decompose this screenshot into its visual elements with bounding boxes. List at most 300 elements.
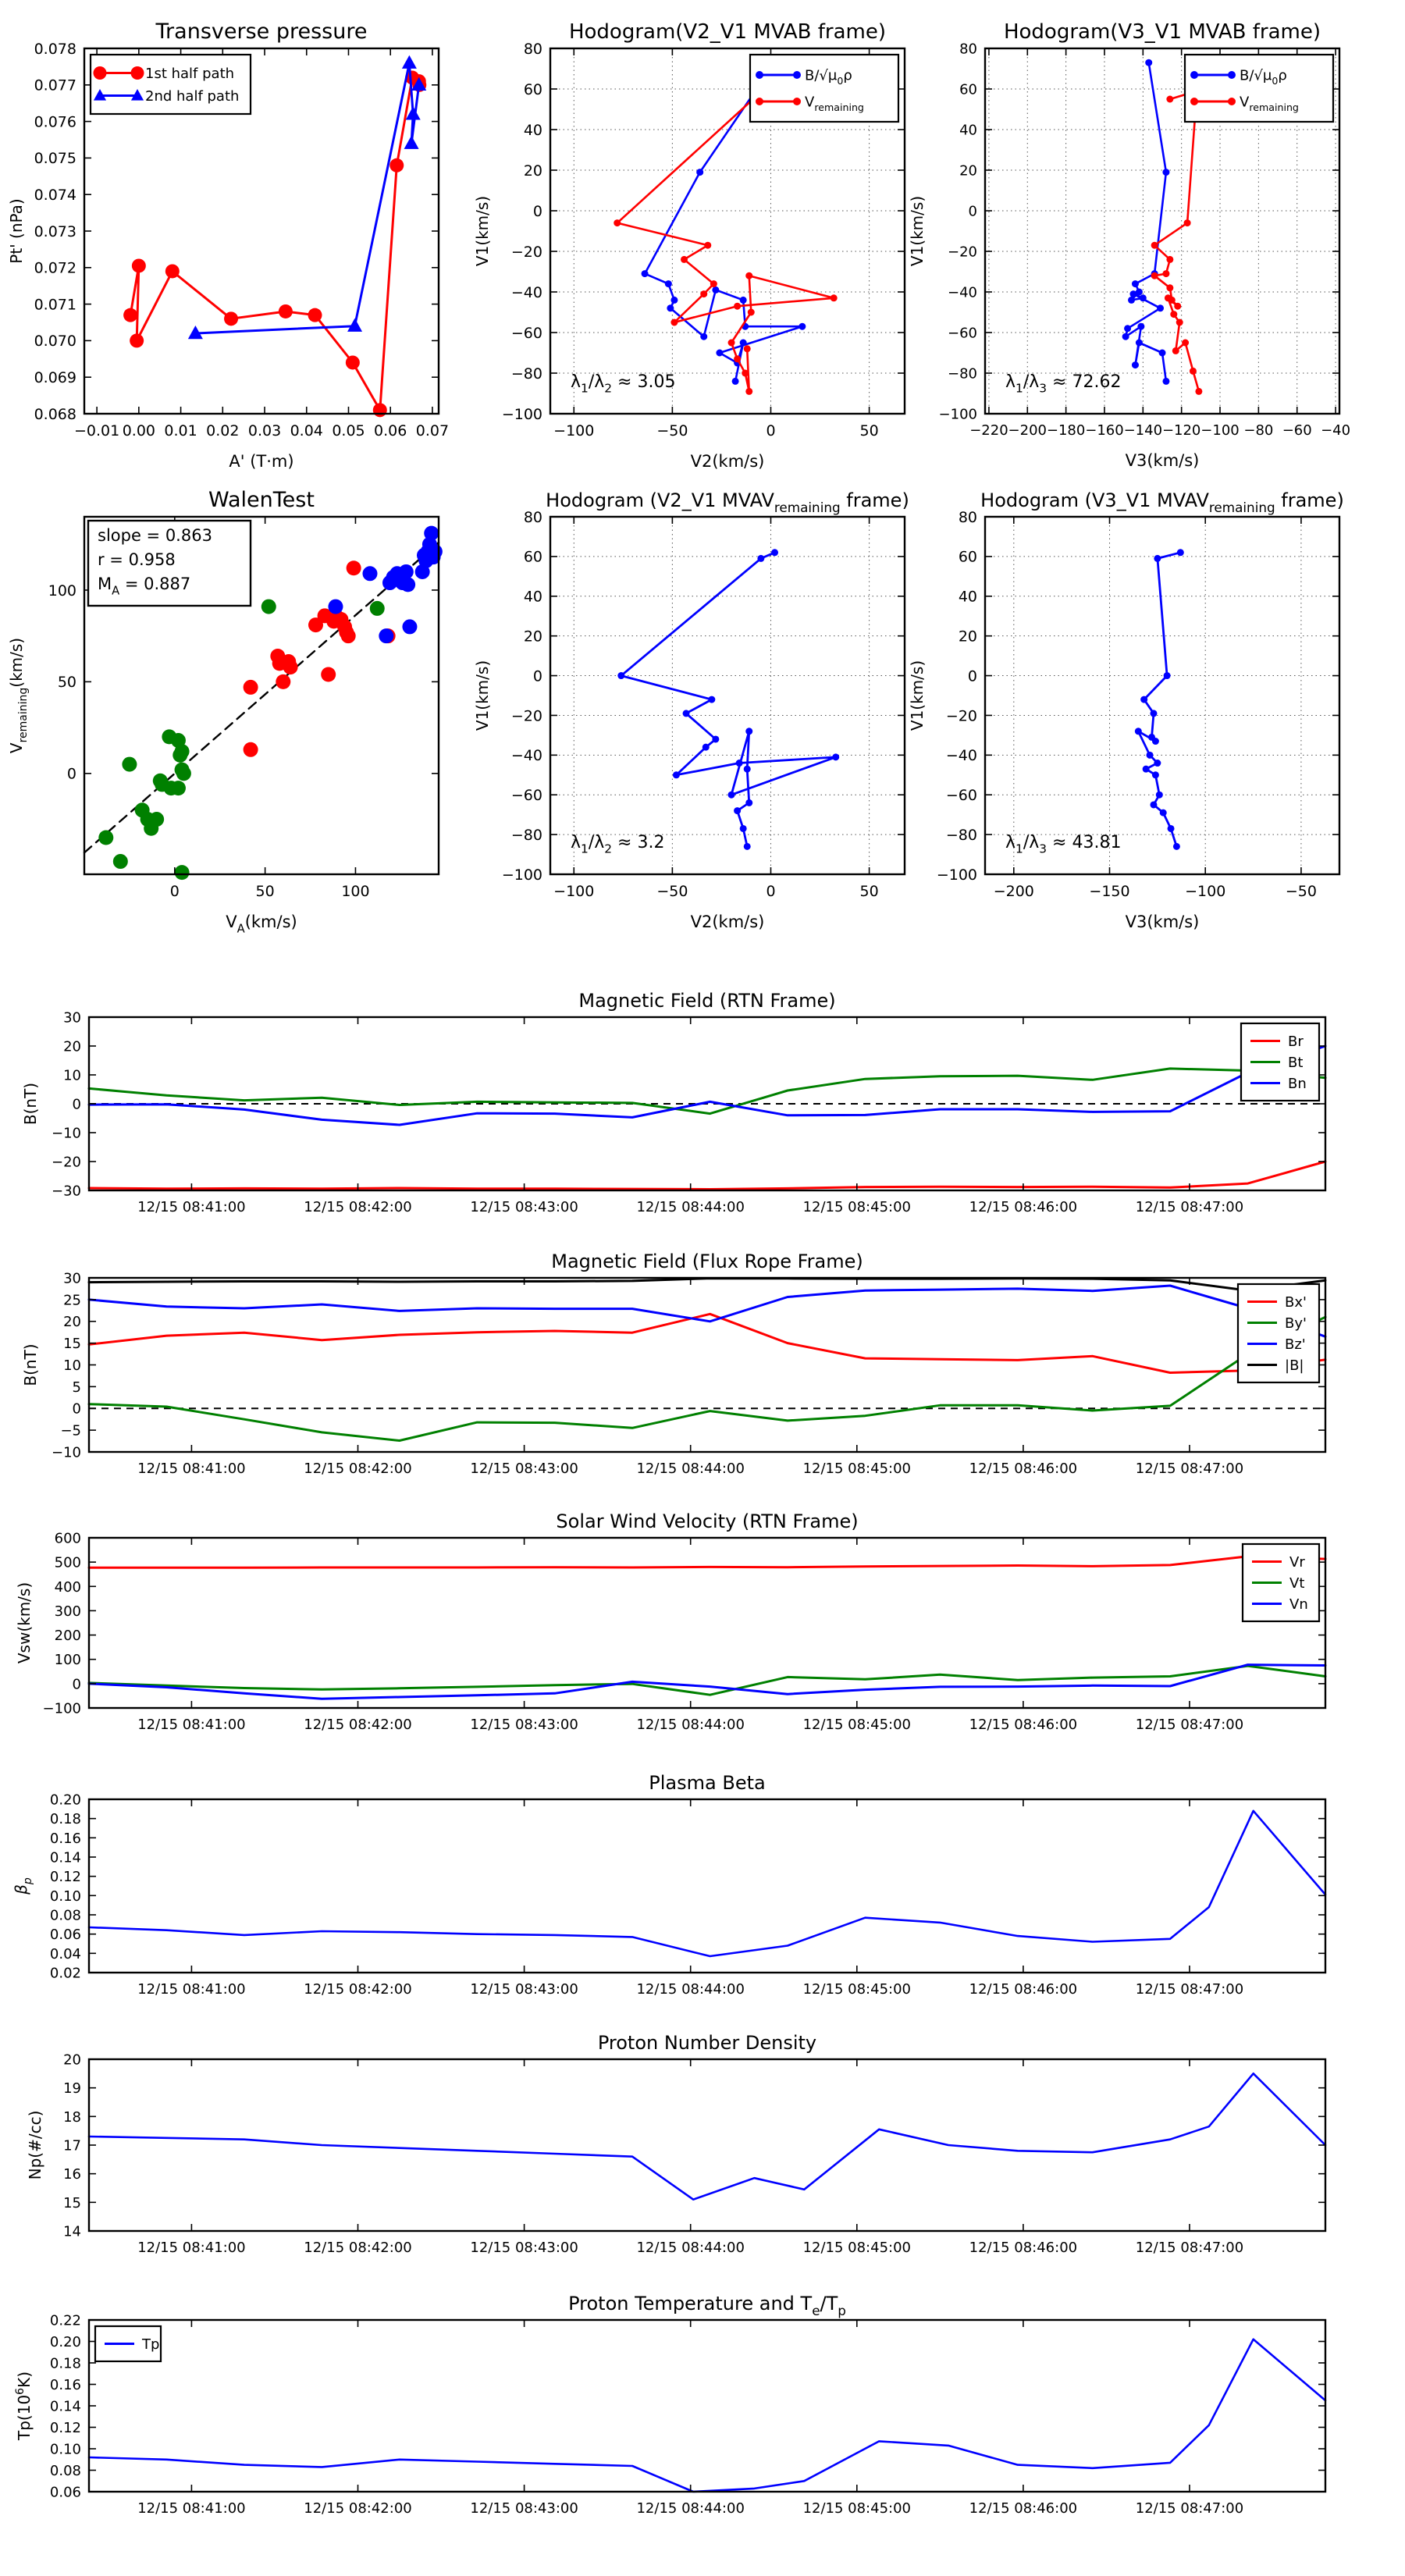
- walen-test-stats-box: [88, 521, 251, 606]
- chart-magnetic-field-rtn: [0, 952, 1405, 1249]
- legend-label: $V_{remaining}$: [805, 94, 864, 113]
- transverse-pressure-svg: [0, 0, 500, 471]
- y-tick-label: 0.22: [49, 2312, 81, 2329]
- x-tick-label: 12/15 08:45:00: [802, 2240, 912, 2256]
- y-tick-label: −20: [948, 244, 977, 261]
- proton-number-density-ylabel-group: [26, 2111, 44, 2180]
- walen-test-ylabel: $V_{remaining}(km/s)$: [7, 637, 30, 754]
- hodogram-v2v1-mvav-xlabel: V2(km/s): [690, 913, 765, 931]
- hodogram-v2v1-mvav-annotation: $\lambda_1/\lambda_2 \approx 3.2$: [571, 833, 665, 856]
- y-tick-label: −60: [510, 324, 542, 342]
- y-tick-label: −80: [945, 826, 977, 844]
- stats-line: $M_A = 0.887$: [98, 575, 191, 598]
- hodogram-v3v1-mvav-ylabel: V1(km/s): [908, 660, 927, 731]
- x-tick-label: 12/15 08:43:00: [470, 2500, 578, 2517]
- plasma-beta-ylabel: $\beta_p$: [12, 1877, 34, 1895]
- y-tick-label: −10: [52, 1125, 81, 1142]
- hodogram-v3v1-mvab-xlabel: V3(km/s): [1125, 451, 1200, 470]
- series-group: [89, 2339, 1325, 2492]
- hodogram-v2v1-mvab-annotation: $\lambda_1/\lambda_2 \approx 3.05$: [571, 372, 676, 396]
- x-tick-label: 0: [169, 883, 180, 900]
- x-tick-label: 12/15 08:41:00: [137, 1717, 246, 1733]
- y-tick-label: −40: [945, 747, 977, 765]
- legend-label: Tp: [142, 2336, 160, 2353]
- magnetic-field-rtn-ylabel-group: [21, 1083, 40, 1125]
- series-b-sqrt-mu0-rho-: [1122, 59, 1170, 385]
- walen-test-ylabel-group: [7, 638, 30, 753]
- x-tick-label: 0: [766, 422, 776, 439]
- magnetic-field-rtn-svg: [0, 952, 1405, 1249]
- series-group: [89, 1279, 1325, 1441]
- y-tick-label: 40: [523, 588, 542, 606]
- y-tick-label: −100: [501, 866, 542, 884]
- magnetic-field-flux-rope-title: Magnetic Field (Flux Rope Frame): [551, 1251, 863, 1272]
- x-tick-label: 12/15 08:44:00: [636, 2240, 745, 2256]
- y-tick-label: 0.04: [49, 1945, 81, 1962]
- y-tick-label: 20: [959, 162, 977, 180]
- y-tick-label: 500: [54, 1554, 81, 1571]
- y-tick-label: 0.10: [49, 2441, 81, 2458]
- y-tick-label: 0.14: [49, 1849, 81, 1866]
- y-tick-label: −40: [510, 747, 542, 765]
- y-tick-label: 600: [54, 1530, 81, 1547]
- y-tick-label: 5: [72, 1379, 81, 1396]
- legend-label: $B/√\mu_0\rho$: [805, 67, 852, 87]
- y-tick-label: 0.12: [49, 1869, 81, 1886]
- y-tick-label: 0: [72, 1676, 81, 1693]
- proton-temperature-legend: [95, 2326, 161, 2361]
- y-tick-label: 40: [523, 121, 542, 139]
- solar-wind-velocity-rtn-ylabel-group: [15, 1582, 34, 1663]
- y-tick-label: 80: [523, 508, 542, 526]
- y-tick-label: 0: [532, 202, 542, 220]
- x-tick-label: 12/15 08:44:00: [636, 1717, 745, 1733]
- chart-plasma-beta: [0, 1725, 1405, 2030]
- y-tick-label: 20: [63, 1038, 81, 1055]
- series-group: [89, 2073, 1325, 2199]
- y-tick-label: 0.16: [49, 1830, 81, 1847]
- proton-number-density-title: Proton Number Density: [597, 2032, 817, 2054]
- x-tick-label: −100: [553, 883, 595, 900]
- ticks: [89, 1538, 1325, 1708]
- legend-label: Bz': [1285, 1336, 1306, 1353]
- x-tick-label: 12/15 08:44:00: [636, 1199, 745, 1215]
- y-tick-label: 40: [959, 122, 977, 139]
- y-tick-label: −40: [510, 283, 542, 301]
- series-bz-: [89, 1286, 1325, 1336]
- y-tick-label: −80: [510, 826, 542, 844]
- x-tick-label: 12/15 08:47:00: [1135, 1981, 1244, 1998]
- plasma-beta-title: Plasma Beta: [649, 1772, 766, 1794]
- hodogram-v3v1-mvab-ylabel-group: [908, 196, 927, 266]
- legend-label: By': [1285, 1315, 1307, 1332]
- y-tick-label: −100: [938, 406, 977, 423]
- x-tick-label: 12/15 08:42:00: [304, 1981, 412, 1998]
- y-tick-label: 80: [523, 40, 542, 58]
- hodogram-v3v1-mvab-title: Hodogram(V3_V1 MVAB frame): [1003, 20, 1321, 44]
- x-tick-label: 12/15 08:46:00: [969, 1461, 1078, 1477]
- legend-label: 2nd half path: [145, 87, 240, 105]
- y-tick-label: 0.06: [49, 1927, 81, 1944]
- x-tick-label: 12/15 08:47:00: [1135, 2500, 1244, 2517]
- x-tick-label: 12/15 08:42:00: [304, 1199, 412, 1215]
- x-tick-label: 12/15 08:46:00: [969, 1717, 1078, 1733]
- x-tick-label: 12/15 08:47:00: [1135, 1717, 1244, 1733]
- x-tick-label: 0.01: [164, 422, 197, 439]
- y-tick-label: −20: [510, 243, 542, 261]
- hodogram-v2v1-mvab-ylabel: V1(km/s): [473, 195, 492, 267]
- x-tick-label: 12/15 08:47:00: [1135, 1199, 1244, 1215]
- x-tick-label: 12/15 08:46:00: [969, 2240, 1078, 2256]
- x-tick-label: 50: [859, 883, 879, 900]
- hodogram-v2v1-mvav-svg: [464, 468, 937, 952]
- x-tick-label: 12/15 08:41:00: [137, 1461, 246, 1477]
- y-tick-label: 60: [958, 548, 977, 566]
- y-tick-label: 0: [967, 667, 977, 685]
- proton-number-density-ylabel: Np(#/cc): [26, 2110, 44, 2180]
- chart-hodogram-v2v1-mvav: [464, 468, 937, 952]
- magnetic-field-flux-rope-ylabel-group: [21, 1343, 40, 1386]
- hodogram-v3v1-mvav-svg: [902, 468, 1405, 952]
- chart-proton-temperature: [0, 2248, 1405, 2553]
- magnetic-field-rtn-legend: [1241, 1023, 1319, 1101]
- y-tick-label: 0.070: [34, 333, 76, 350]
- hodogram-v2v1-mvab-svg: [464, 0, 937, 471]
- magnetic-field-flux-rope-legend: [1238, 1284, 1319, 1382]
- y-tick-label: 0: [72, 1096, 81, 1113]
- x-tick-label: 12/15 08:43:00: [470, 1199, 578, 1215]
- x-tick-label: 0.00: [122, 422, 156, 439]
- y-tick-label: 0.20: [49, 1791, 81, 1809]
- x-tick-label: −200: [993, 883, 1034, 900]
- chart-hodogram-v2v1-mvab: [464, 0, 937, 471]
- ticks: [89, 1278, 1325, 1452]
- transverse-pressure-legend: [91, 55, 251, 114]
- series-group: [89, 1811, 1325, 1956]
- x-tick-label: 12/15 08:43:00: [470, 1981, 578, 1998]
- y-tick-label: 0.071: [34, 296, 76, 314]
- walen-test-svg: [0, 468, 500, 952]
- legend-label: Vr: [1289, 1553, 1305, 1571]
- series-bx-: [89, 1314, 1325, 1372]
- y-tick-label: 15: [63, 1336, 81, 1353]
- chart-solar-wind-velocity-rtn: [0, 1468, 1405, 1764]
- solar-wind-velocity-rtn-title: Solar Wind Velocity (RTN Frame): [556, 1510, 859, 1532]
- x-tick-label: 12/15 08:42:00: [304, 1717, 412, 1733]
- y-tick-label: 0.12: [49, 2419, 81, 2436]
- y-tick-label: 0.14: [49, 2398, 81, 2415]
- y-tick-label: 0.068: [34, 405, 76, 423]
- series-vr: [89, 1557, 1325, 1568]
- y-tick-label: −100: [501, 405, 542, 423]
- proton-temperature-title: Proton Temperature and $T_e/T_p$: [568, 2293, 846, 2319]
- hodogram-v3v1-mvav-title: Hodogram (V3_V1 $MVAV_{remaining}$ frame): [980, 489, 1344, 516]
- y-tick-label: −20: [52, 1154, 81, 1171]
- y-tick-label: 100: [48, 582, 76, 600]
- x-tick-label: 12/15 08:44:00: [636, 2500, 745, 2517]
- series-np: [89, 2073, 1325, 2199]
- y-tick-label: −60: [510, 787, 542, 805]
- x-tick-label: −150: [1089, 883, 1130, 900]
- y-tick-label: 16: [63, 2166, 81, 2183]
- plasma-beta-ylabel-group: [12, 1877, 34, 1895]
- legend-label: Br: [1288, 1033, 1304, 1050]
- magnetic-field-flux-rope-svg: [0, 1210, 1405, 1507]
- y-tick-label: 0.06: [49, 2484, 81, 2501]
- y-tick-label: 0.069: [34, 369, 76, 387]
- x-tick-label: 12/15 08:44:00: [636, 1461, 745, 1477]
- y-tick-label: 0: [66, 765, 76, 783]
- series-tp: [89, 2339, 1325, 2492]
- transverse-pressure-ylabel: Pt' (nPa): [7, 198, 26, 264]
- y-tick-label: 20: [958, 628, 977, 646]
- x-tick-label: −50: [1285, 883, 1317, 900]
- y-tick-label: −100: [936, 866, 977, 884]
- x-tick-label: −50: [656, 422, 688, 439]
- x-tick-label: 12/15 08:47:00: [1135, 2240, 1244, 2256]
- series-v-remaining-path: [1135, 549, 1184, 850]
- chart-walen-test: [0, 468, 500, 952]
- x-tick-label: 12/15 08:41:00: [137, 2500, 246, 2517]
- y-tick-label: 300: [54, 1603, 81, 1620]
- x-tick-label: 12/15 08:44:00: [636, 1981, 745, 1998]
- y-tick-label: −5: [60, 1422, 81, 1439]
- hodogram-v2v1-mvab-xlabel: V2(km/s): [690, 452, 765, 471]
- x-tick-label: −80: [1243, 422, 1274, 439]
- x-tick-label: 0.07: [415, 422, 450, 439]
- y-tick-label: 40: [958, 588, 977, 606]
- axes-frame: [985, 517, 1339, 874]
- x-tick-label: 12/15 08:45:00: [802, 1199, 912, 1215]
- x-tick-label: −220: [969, 422, 1008, 439]
- x-tick-label: −50: [656, 883, 688, 900]
- walen-test-xlabel: $V_A(km/s)$: [226, 913, 297, 936]
- y-tick-label: −60: [948, 325, 977, 342]
- x-tick-label: −160: [1085, 422, 1124, 439]
- x-tick-label: 12/15 08:41:00: [137, 1981, 246, 1998]
- y-tick-label: 0.078: [34, 40, 76, 58]
- hodogram-v3v1-mvab-legend: [1185, 55, 1333, 122]
- hodogram-v2v1-mvab-legend: [750, 55, 898, 122]
- x-tick-label: 0: [766, 883, 776, 900]
- series-br: [89, 1162, 1325, 1190]
- hodogram-v3v1-mvab-ylabel: V1(km/s): [908, 195, 927, 267]
- y-tick-label: 25: [63, 1292, 81, 1309]
- x-tick-label: 12/15 08:43:00: [470, 1717, 578, 1733]
- y-tick-label: 15: [63, 2194, 81, 2211]
- series-vt: [89, 1666, 1325, 1695]
- y-tick-label: 0.08: [49, 2462, 81, 2479]
- x-tick-label: 12/15 08:43:00: [470, 2240, 578, 2256]
- y-tick-label: −60: [945, 787, 977, 805]
- hodogram-v2v1-mvav-title: Hodogram (V2_V1 $MVAV_{remaining}$ frame): [546, 489, 909, 516]
- y-tick-label: 0.077: [34, 76, 76, 94]
- y-tick-label: 0.02: [49, 1965, 81, 1982]
- y-tick-label: 20: [523, 162, 542, 180]
- x-tick-label: 12/15 08:46:00: [969, 1199, 1078, 1215]
- x-tick-label: 12/15 08:42:00: [304, 2240, 412, 2256]
- proton-temperature-ylabel: $Tp(10^6K)$: [14, 2371, 34, 2441]
- y-tick-label: 17: [63, 2137, 81, 2154]
- y-tick-label: 0.10: [49, 1888, 81, 1905]
- axes-frame: [550, 517, 905, 874]
- series-v-remaining: [1151, 87, 1203, 395]
- series-red-group: [244, 560, 396, 757]
- y-tick-label: −30: [52, 1183, 81, 1200]
- plasma-beta-svg: [0, 1725, 1405, 2030]
- x-tick-label: −100: [553, 422, 595, 439]
- x-tick-label: −100: [1200, 422, 1240, 439]
- ticks: [985, 517, 1339, 874]
- y-tick-label: 400: [54, 1578, 81, 1596]
- magnetic-field-rtn-ylabel: B(nT): [21, 1082, 40, 1126]
- axes-frame: [89, 1799, 1325, 1973]
- hodogram-v2v1-mvab-title: Hodogram(V2_V1 MVAB frame): [568, 20, 887, 44]
- walen-test-title: WalenTest: [208, 488, 315, 512]
- y-tick-label: 30: [63, 1009, 81, 1026]
- y-tick-label: 80: [958, 508, 977, 526]
- y-tick-label: −20: [945, 707, 977, 725]
- y-tick-label: 0.075: [34, 150, 76, 168]
- chart-magnetic-field-flux-rope: [0, 1210, 1405, 1507]
- y-tick-label: −20: [510, 707, 542, 725]
- x-tick-label: 0.02: [206, 422, 240, 439]
- y-tick-label: 50: [57, 674, 76, 692]
- x-tick-label: 0.04: [290, 422, 323, 439]
- x-tick-label: 100: [341, 883, 370, 900]
- x-tick-label: 0.03: [247, 422, 282, 439]
- hodogram-v3v1-mvav-annotation: $\lambda_1/\lambda_3 \approx 43.81$: [1005, 833, 1122, 856]
- x-tick-label: 12/15 08:43:00: [470, 1461, 578, 1477]
- hodogram-v2v1-mvav-ylabel: V1(km/s): [473, 660, 492, 731]
- y-tick-label: 200: [54, 1628, 81, 1645]
- y-tick-label: 0.076: [34, 113, 76, 131]
- series-v-remaining-path: [617, 549, 839, 850]
- hodogram-v3v1-mvav-xlabel: V3(km/s): [1125, 913, 1200, 931]
- x-tick-label: 12/15 08:45:00: [802, 1461, 912, 1477]
- x-tick-label: 12/15 08:47:00: [1135, 1461, 1244, 1477]
- axes-frame: [89, 1278, 1325, 1452]
- x-tick-label: 12/15 08:45:00: [802, 1717, 912, 1733]
- transverse-pressure-xlabel: A' (T·m): [229, 452, 294, 471]
- hodogram-v2v1-mvab-ylabel-group: [473, 196, 492, 266]
- solar-wind-velocity-rtn-svg: [0, 1468, 1405, 1764]
- hodogram-v3v1-mvab-annotation: $\lambda_1/\lambda_3 \approx 72.62$: [1005, 372, 1122, 396]
- y-tick-label: 60: [523, 548, 542, 566]
- legend-label: |B|: [1285, 1357, 1304, 1374]
- chart-hodogram-v3v1-mvab: [902, 0, 1405, 468]
- y-tick-label: −80: [510, 365, 542, 382]
- x-tick-label: 50: [255, 883, 275, 900]
- y-tick-label: 0.08: [49, 1907, 81, 1924]
- x-tick-label: −140: [1123, 422, 1163, 439]
- y-tick-label: 20: [63, 1314, 81, 1331]
- x-tick-label: 12/15 08:41:00: [137, 2240, 246, 2256]
- y-tick-label: −40: [948, 284, 977, 301]
- magnetic-field-rtn-title: Magnetic Field (RTN Frame): [578, 990, 836, 1012]
- legend-label: Vn: [1289, 1596, 1308, 1613]
- x-tick-label: 0.06: [374, 422, 407, 439]
- y-tick-label: 0: [72, 1400, 81, 1418]
- solar-wind-velocity-rtn-legend: [1243, 1544, 1319, 1621]
- ticks: [89, 1799, 1325, 1973]
- series-green-group: [98, 600, 384, 881]
- axes-frame: [89, 1538, 1325, 1708]
- y-tick-label: 0.16: [49, 2376, 81, 2393]
- y-tick-label: 0.18: [49, 2355, 81, 2372]
- y-tick-label: 0.074: [34, 187, 76, 205]
- series-group: [1135, 549, 1184, 850]
- series-group: [89, 1557, 1325, 1699]
- chart-transverse-pressure: [0, 0, 500, 471]
- series-group: [89, 1046, 1325, 1190]
- legend-label: Vt: [1289, 1574, 1305, 1592]
- y-tick-label: 20: [63, 2051, 81, 2069]
- y-tick-label: 0.073: [34, 222, 76, 240]
- y-tick-label: 60: [523, 80, 542, 98]
- y-tick-label: 14: [63, 2223, 81, 2240]
- x-tick-label: 50: [859, 422, 879, 439]
- hodogram-v3v1-mvab-svg: [902, 0, 1405, 468]
- solar-wind-velocity-rtn-ylabel: Vsw(km/s): [15, 1582, 34, 1664]
- y-tick-label: 30: [63, 1270, 81, 1287]
- x-tick-label: 12/15 08:45:00: [802, 2500, 912, 2517]
- legend-label: Bt: [1288, 1054, 1304, 1071]
- y-tick-label: 20: [523, 628, 542, 646]
- chart-hodogram-v3v1-mvav: [902, 468, 1405, 952]
- x-tick-label: −120: [1161, 422, 1201, 439]
- y-tick-label: 19: [63, 2080, 81, 2097]
- y-tick-label: 0: [532, 667, 542, 685]
- x-tick-label: −60: [1282, 422, 1312, 439]
- x-tick-label: −180: [1046, 422, 1086, 439]
- y-tick-label: −10: [52, 1444, 81, 1461]
- y-tick-label: −80: [948, 365, 977, 382]
- grid: [550, 517, 905, 874]
- series-bt: [89, 1069, 1325, 1114]
- legend-label: $V_{remaining}$: [1240, 94, 1299, 113]
- proton-temperature-svg: [0, 2248, 1405, 2553]
- y-tick-label: 18: [63, 2108, 81, 2126]
- transverse-pressure-ylabel-group: [7, 198, 26, 263]
- stats-line: r = 0.958: [98, 550, 176, 569]
- x-tick-label: 12/15 08:42:00: [304, 1461, 412, 1477]
- y-tick-label: 0.18: [49, 1811, 81, 1828]
- y-tick-label: 0.072: [34, 259, 76, 277]
- legend-label: Bx': [1285, 1293, 1307, 1311]
- legend-label: Bn: [1288, 1075, 1307, 1092]
- magnetic-field-flux-rope-ylabel: B(nT): [21, 1343, 40, 1386]
- hodogram-v2v1-mvav-ylabel-group: [473, 660, 492, 731]
- grid: [985, 517, 1339, 874]
- series-1st-half-path: [123, 70, 426, 417]
- y-tick-label: 0: [968, 203, 977, 220]
- x-tick-label: −40: [1321, 422, 1351, 439]
- x-tick-label: 12/15 08:42:00: [304, 2500, 412, 2517]
- y-tick-label: −100: [42, 1700, 81, 1717]
- y-tick-label: 10: [63, 1357, 81, 1374]
- proton-temperature-ylabel-group: [14, 2371, 34, 2441]
- x-tick-label: 12/15 08:46:00: [969, 1981, 1078, 1998]
- transverse-pressure-title: Transverse pressure: [155, 20, 368, 44]
- y-tick-label: 10: [63, 1067, 81, 1084]
- y-tick-label: 100: [54, 1652, 81, 1669]
- y-tick-label: 80: [959, 41, 977, 58]
- x-tick-label: −0.01: [74, 422, 120, 439]
- x-tick-label: 12/15 08:46:00: [969, 2500, 1078, 2517]
- stats-line: slope = 0.863: [98, 526, 212, 545]
- x-tick-label: 0.05: [332, 422, 365, 439]
